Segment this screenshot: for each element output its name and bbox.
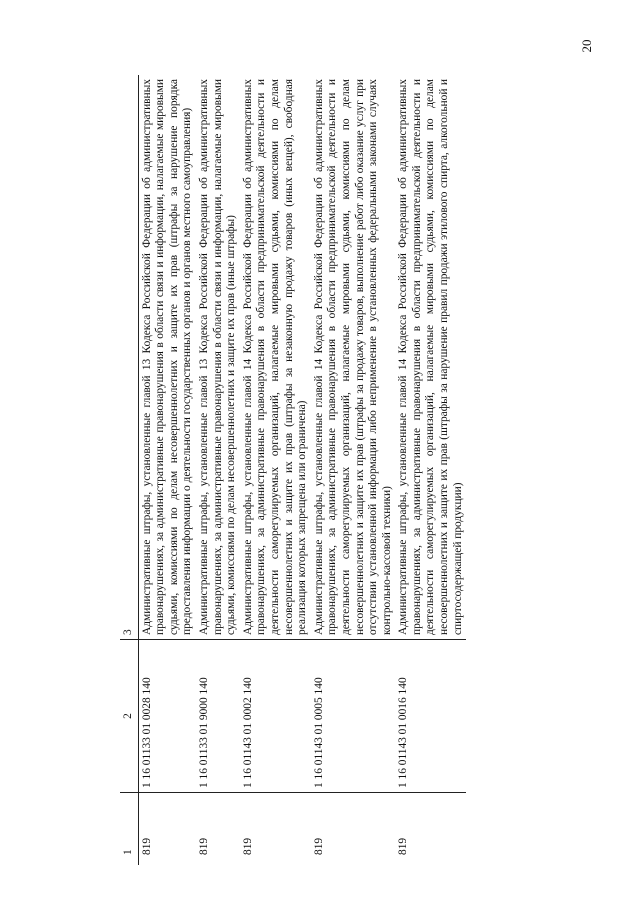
table-row: [138, 75, 196, 865]
cell-description: Административные штрафы, установленные главой 14 Кодекса Российской Федерации об административных правонарушениях, за административные правонарушения в области предпринимательской деятельности и деятельности саморегулируемых организаций, налагаемые мировыми судьями, комиссиями по делам несовершеннолетних и защите их прав (штрафы за незаконную продажу товаров (иных вещей), свободная реализация которых запрещена или ограничена): [240, 75, 311, 640]
cell-admin-code: 819: [197, 837, 210, 855]
cell-budget-code: 1 16 01143 01 0016 140: [395, 640, 466, 793]
header-col-2: 2: [120, 640, 138, 793]
cell-admin-code: 819: [241, 837, 254, 855]
cell-budget-code: 1 16 01133 01 9000 140: [196, 640, 240, 793]
cell-description: Административные штрафы, установленные главой 13 Кодекса Российской Федерации об административных правонарушениях, за административные правонарушения в области связи и информации, налагаемые мировыми судьями, комиссиями по делам несовершеннолетних и защите их прав (иные штрафы): [196, 75, 240, 640]
cell-budget-code: 1 16 01133 01 0028 140: [138, 640, 196, 793]
table-row: [311, 75, 396, 865]
cell-description: Административные штрафы, установленные главой 14 Кодекса Российской Федерации об административных правонарушениях, за административные правонарушения в области предпринимательской деятельности и деятельности саморегулируемых организаций, налагаемые мировыми судьями, комиссиями по делам несовершеннолетних и защите их прав (штрафы за продажу товаров, выполнение работ либо оказание услуг при отсутствии установленной информации либо неприменение в установленных федеральными законами случаях контрольно-кассовой техники): [311, 75, 396, 640]
cell-description: Административные штрафы, установленные главой 14 Кодекса Российской Федерации об административных правонарушениях, за административные правонарушения в области предпринимательской деятельности и деятельности саморегулируемых организаций, налагаемые мировыми судьями, комиссиями по делам несовершеннолетних и защите их прав (штрафы за нарушение правил продажи этилового спирта, алкогольной и спиртосодержащей продукции): [395, 75, 466, 640]
cell-budget-code: 1 16 01143 01 0002 140: [240, 640, 311, 793]
table-row: [240, 75, 311, 865]
table-header-row: [120, 75, 138, 865]
header-col-1: 1: [120, 793, 138, 866]
cell-admin-code: 819: [140, 837, 153, 855]
table-row: [196, 75, 240, 865]
cell-description: Административные штрафы, установленные главой 13 Кодекса Российской Федерации об административных правонарушениях, за административные правонарушения в области связи и информации, налагаемые мировыми судьями, комиссиями по делам несовершеннолетних и защите их прав (штрафы за нарушение порядка предоставления информации о деятельности государственных органов и органов местного самоуправления): [138, 75, 196, 640]
header-col-3: 3: [120, 75, 138, 640]
table-row: [395, 75, 466, 865]
page-number: 20: [579, 39, 594, 53]
cell-admin-code: 819: [397, 837, 410, 855]
cell-admin-code: 819: [312, 837, 325, 855]
document-body: [120, 75, 520, 865]
cell-budget-code: 1 16 01143 01 0005 140: [311, 640, 396, 793]
budget-codes-table: [120, 75, 466, 865]
